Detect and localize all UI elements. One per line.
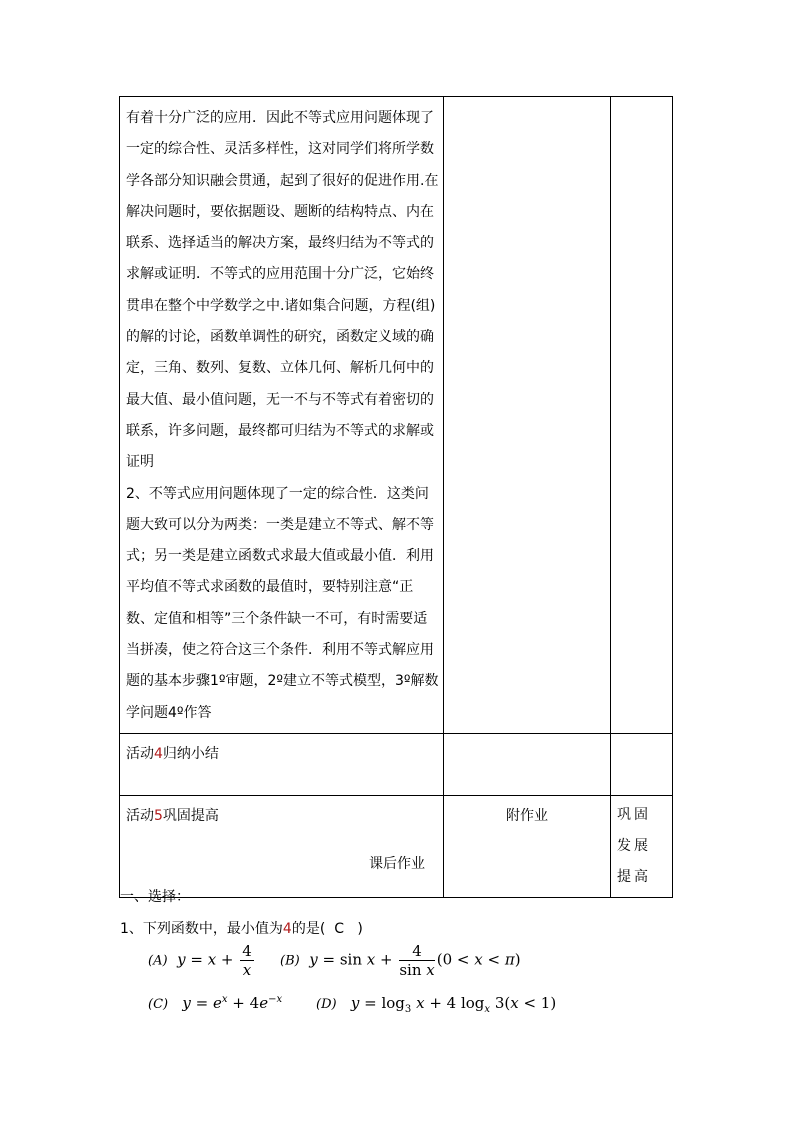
table-row: [120, 795, 673, 897]
activity-title: 归纳小结: [162, 745, 219, 762]
answer-letter: C: [334, 921, 344, 937]
empty-cell: [611, 97, 673, 734]
question-number: 4: [282, 921, 292, 937]
section-heading: 一、选择：: [120, 889, 190, 905]
homework-cell: [444, 795, 611, 897]
activity-label: 活动: [126, 807, 154, 824]
activity-title: 巩固提高: [162, 807, 219, 824]
table-row: [120, 97, 673, 734]
option-a: (A) y = x + $\frac{4}{x}$: [148, 942, 252, 979]
paragraph-1: 有着十分广泛的应用．因此不等式应用问题体现了一定的综合性、灵活多样性，这对同学们将所学数学各部分知识融会贯通，起到了很好的促进作用.在解决问题时，要依据题设、题断的结构特点、内在联系、选择适当的解决方案，最终归结为不等式的求解或证明．不等式的应用范围十分广泛，它始终贯串在整个中学数学之中.诸如集合问题，方程(组)的解的讨论，函数单调性的研究，函数定义域的确定，三角、数列、复数、立体几何、解析几何中的最大值、最小值问题，无一不与不等式有着密切的联系，许多问题，最终都可归结为不等式的求解或证明: [126, 110, 439, 471]
empty-cell: [444, 733, 611, 795]
lesson-table: [119, 96, 673, 898]
option-label: (B): [280, 953, 300, 969]
activity-4-cell: [120, 733, 444, 795]
question-1: [120, 918, 363, 938]
empty-cell: [444, 97, 611, 734]
activity-5-cell: [120, 795, 444, 897]
option-c: (C) $y = e^x + 4e^{-x}$: [148, 994, 283, 1012]
question-text: 1、下列函数中，最小值为: [120, 921, 283, 937]
homework-label: 附作业: [506, 807, 548, 824]
goal-cell: [611, 795, 673, 897]
activity-number: 4: [154, 745, 163, 762]
content-cell: [120, 97, 444, 734]
question-close: ): [357, 921, 363, 937]
paragraph-2: 2、不等式应用问题体现了一定的综合性．这类问题大致可以分为两类：一类是建立不等式、解不等式；另一类是建立函数式求最大值或最小值．利用平均值不等式求函数的最值时，要特别注意“正数、定值和相等”三个条件缺一不可，有时需要适当拼凑，使之符合这三个条件．利用不等式解应用题的基本步骤1º审题，2º建立不等式模型，3º解数学问题4º作答: [126, 485, 439, 721]
activity-label: 活动: [126, 745, 154, 762]
option-label: (C): [148, 997, 169, 1012]
activity-number: 5: [154, 807, 163, 824]
option-label: (D): [316, 997, 337, 1012]
option-d: (D) $y = \log_3 x + 4$ $\log_x 3(x < 1)$: [316, 994, 557, 1015]
table-row: [120, 733, 673, 795]
option-b: (B) y = sin x + $\frac{4}{\text{sin x}}$ (0 < x < π): [280, 942, 521, 979]
homework-title: 课后作业: [369, 856, 425, 872]
goal-text: 巩固发展提高: [617, 806, 651, 885]
empty-cell: [611, 733, 673, 795]
option-label: (A): [148, 953, 168, 969]
question-text-mid: 的是(: [291, 921, 326, 937]
